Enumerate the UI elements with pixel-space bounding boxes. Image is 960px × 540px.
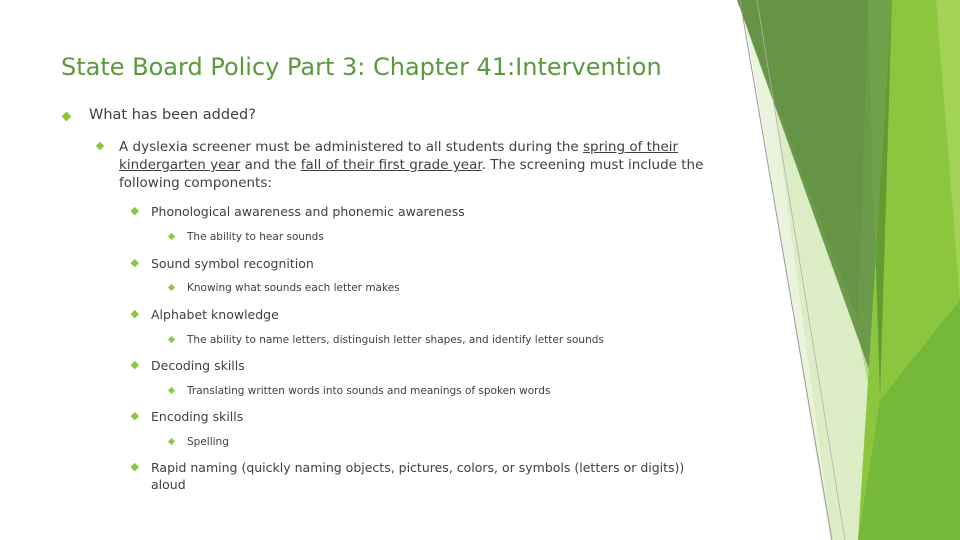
bullet-what-added bbox=[63, 107, 256, 123]
component-detail bbox=[169, 230, 324, 244]
diamond-bullet-icon bbox=[168, 233, 175, 240]
diamond-bullet-icon bbox=[131, 361, 139, 369]
component-item bbox=[132, 357, 697, 374]
component-label: Rapid naming (quickly naming objects, pictures, colors, or symbols (letters or digits)) aloud bbox=[151, 460, 685, 492]
intro-text bbox=[119, 138, 722, 192]
component-detail-text: The ability to name letters, distinguish letter shapes, and identify letter sounds bbox=[187, 334, 604, 346]
component-detail-text: Translating written words into sounds and meanings of spoken words bbox=[187, 385, 551, 397]
component-label: Decoding skills bbox=[151, 358, 245, 373]
diamond-bullet-icon bbox=[168, 336, 175, 343]
diamond-bullet-icon bbox=[131, 310, 139, 318]
component-detail bbox=[169, 384, 550, 398]
intro-text-middle: and the bbox=[240, 157, 301, 173]
diamond-bullet-icon bbox=[131, 259, 139, 267]
component-detail-text: Knowing what sounds each letter makes bbox=[187, 282, 400, 294]
diamond-bullet-icon bbox=[168, 284, 175, 291]
component-detail bbox=[169, 281, 400, 295]
intro-text-end: . The screening must include the following components: bbox=[119, 157, 704, 191]
bullet-intro bbox=[97, 138, 722, 192]
component-detail-text: Spelling bbox=[187, 436, 229, 448]
diamond-bullet-icon bbox=[131, 412, 139, 420]
intro-text-start: A dyslexia screener must be administered to all students during the bbox=[119, 139, 583, 155]
component-detail bbox=[169, 435, 229, 449]
diamond-bullet-icon bbox=[168, 438, 175, 445]
component-label: Encoding skills bbox=[151, 409, 244, 424]
diamond-bullet-icon bbox=[131, 463, 139, 471]
diamond-bullet-icon bbox=[96, 142, 104, 150]
component-item bbox=[132, 459, 697, 493]
component-label: Phonological awareness and phonemic awareness bbox=[151, 204, 465, 219]
component-item bbox=[132, 255, 697, 272]
component-label: Alphabet knowledge bbox=[151, 307, 279, 322]
component-item bbox=[132, 203, 697, 220]
component-item bbox=[132, 408, 697, 425]
component-label: Sound symbol recognition bbox=[151, 256, 314, 271]
component-item bbox=[132, 306, 697, 323]
diamond-bullet-icon bbox=[62, 112, 72, 122]
level1-text: What has been added? bbox=[89, 107, 256, 123]
underlined-first-grade-year: fall of their first grade year bbox=[300, 157, 482, 173]
diamond-bullet-icon bbox=[168, 387, 175, 394]
component-detail-text: The ability to hear sounds bbox=[187, 231, 324, 243]
underlined-kindergarten-year: spring of their kindergarten year bbox=[119, 139, 679, 173]
component-detail bbox=[169, 333, 604, 347]
diamond-bullet-icon bbox=[131, 207, 139, 215]
slide-title: State Board Policy Part 3: Chapter 41:Intervention bbox=[61, 53, 662, 81]
